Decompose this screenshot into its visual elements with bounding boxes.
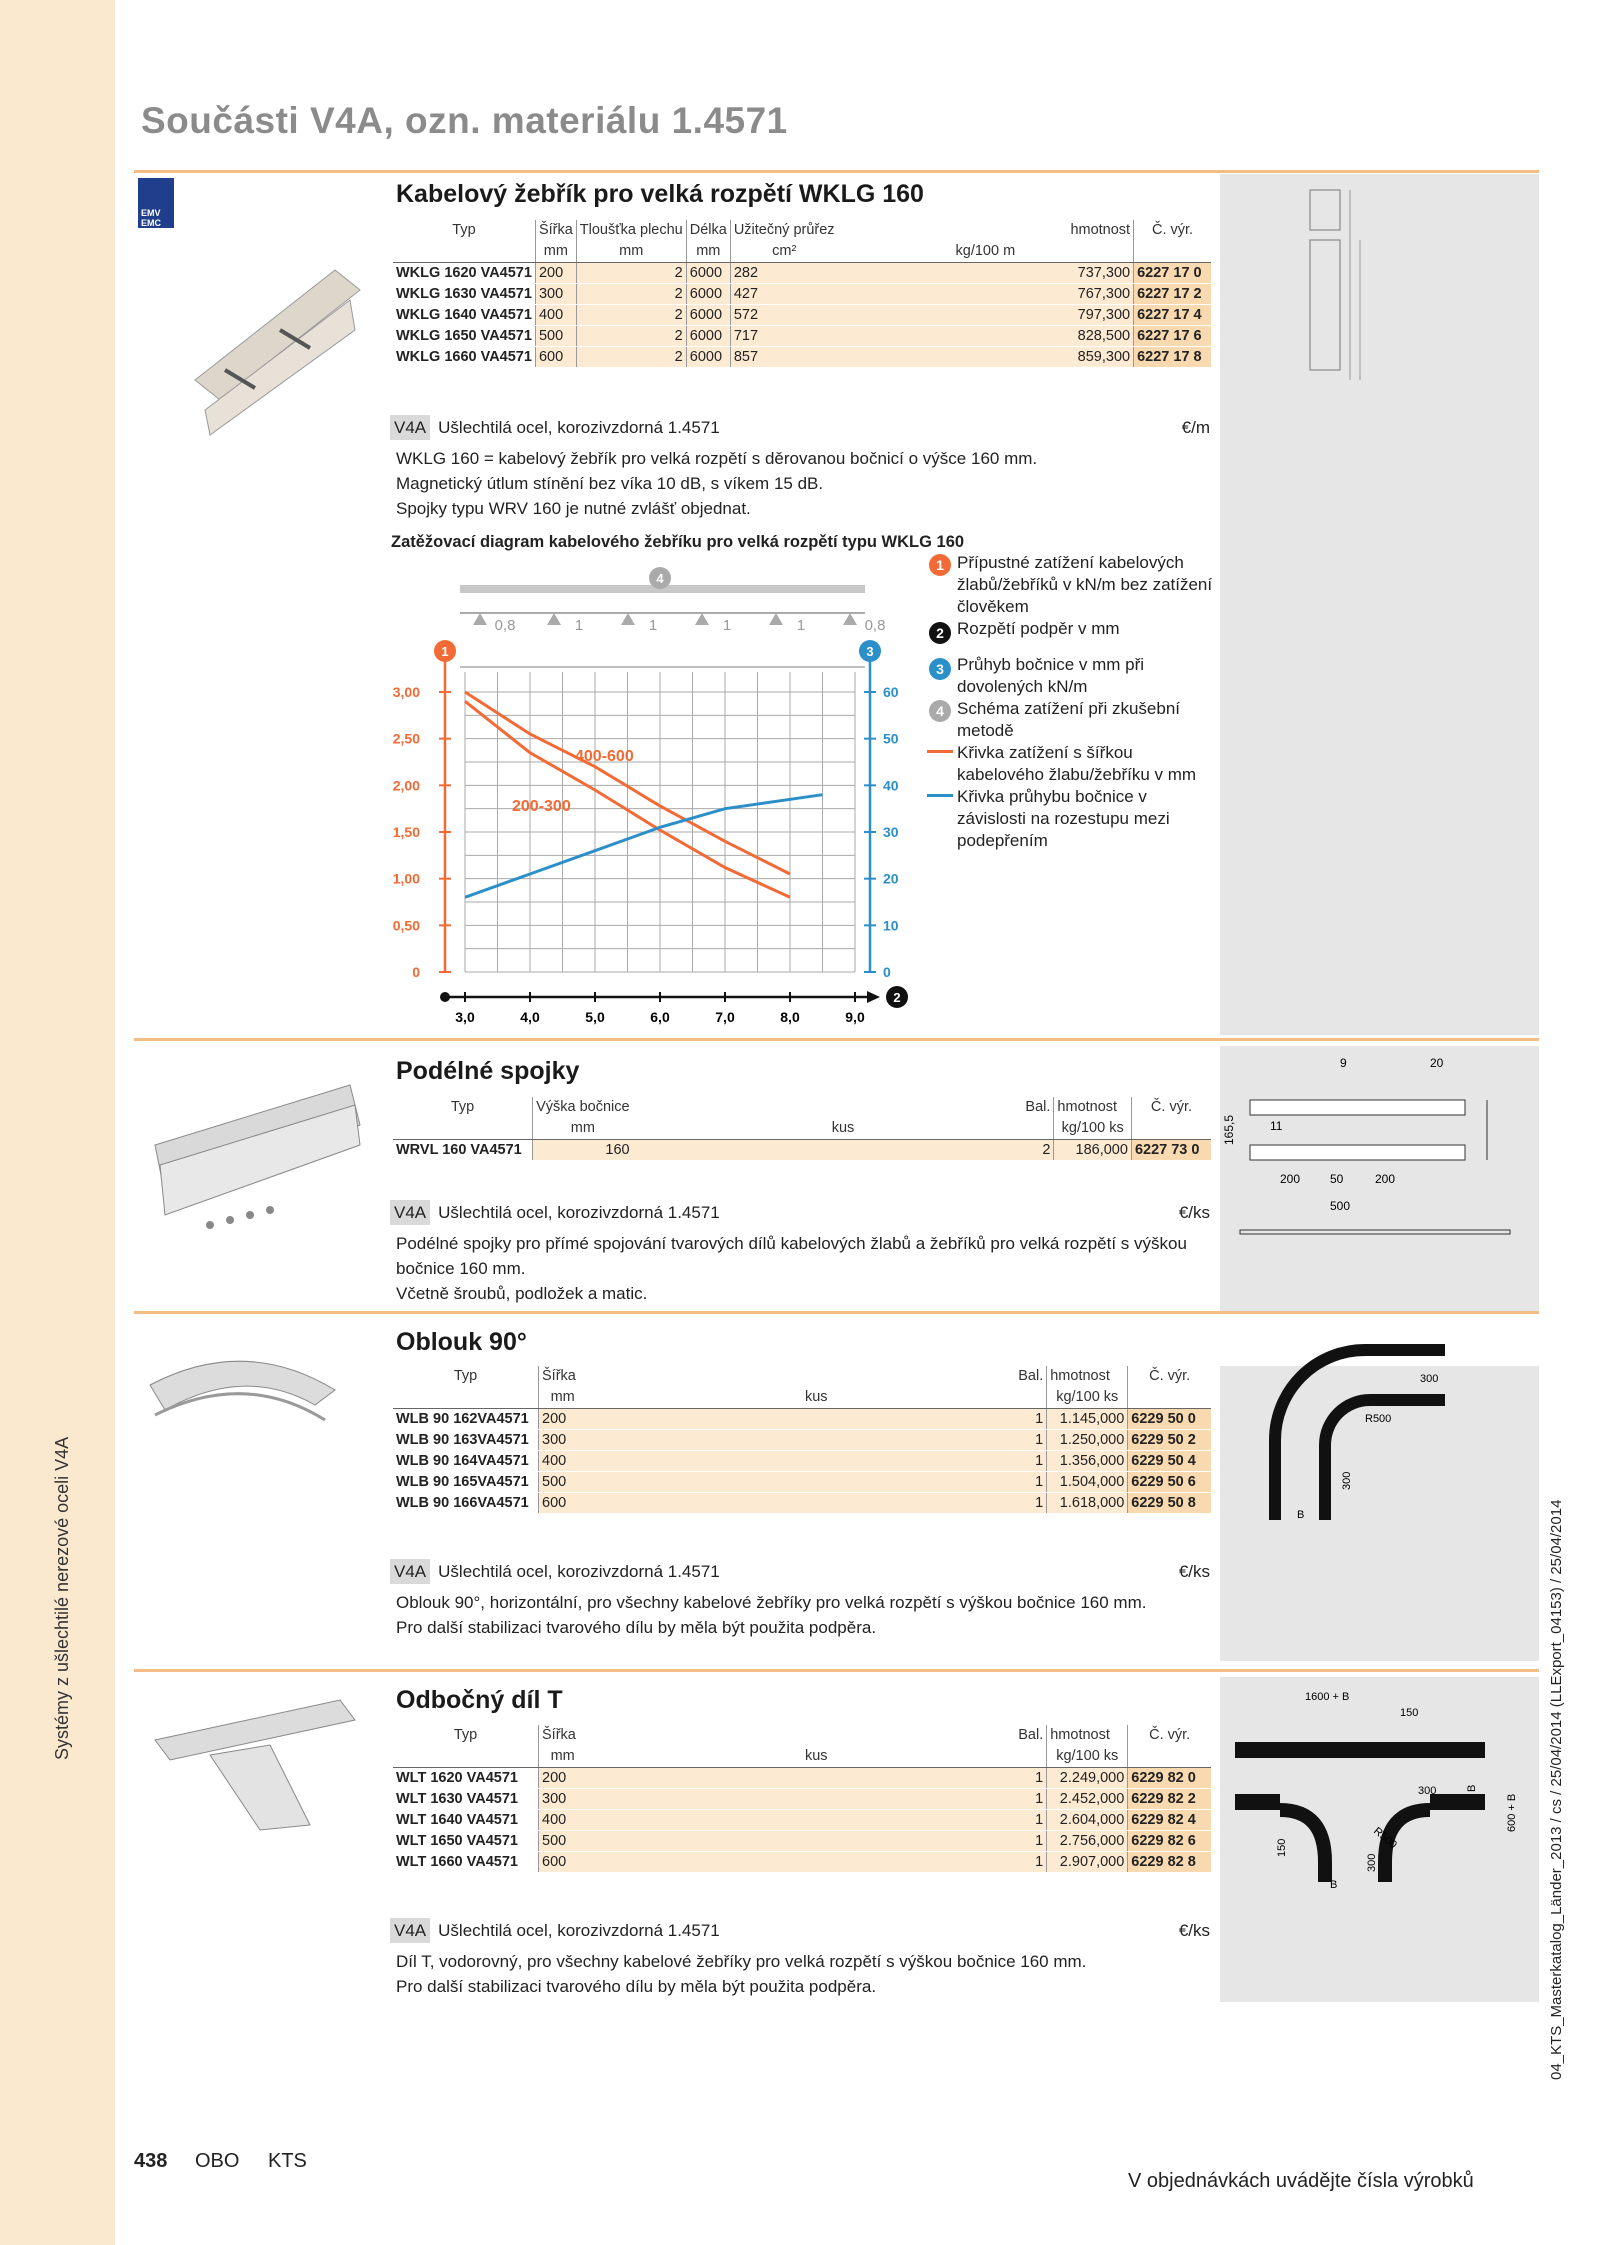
series-label: 400-600 — [575, 748, 634, 765]
legend-item: Křivka zatížení s šířkou kabelového žlabu/žebříku v mm — [927, 742, 1217, 786]
divider — [134, 1038, 1539, 1041]
table-row: WLB 90 164VA4571 400 1 1.356,000 6229 50 4 — [393, 1450, 1211, 1471]
load-label: 1 — [722, 617, 732, 634]
diagram-badge-label: 1 — [441, 644, 449, 659]
material-tag: V4A — [390, 415, 430, 440]
section-title-wklg: Kabelový žebřík pro velká rozpětí WKLG 160 — [396, 180, 924, 208]
material-line: V4A Ušlechtilá ocel, korozivzdorná 1.4571 €/ks — [390, 1559, 1210, 1584]
cable-ladder-photo — [185, 260, 365, 435]
svg-text:150: 150 — [1276, 1838, 1288, 1857]
footer-note: V objednávkách uvádějte čísla výrobků — [1128, 2170, 1474, 2192]
x-tick-label: 7,0 — [715, 1009, 735, 1025]
bend-photo — [145, 1345, 365, 1455]
x-tick-label: 6,0 — [650, 1009, 670, 1025]
table-row: WKLG 1660 VA4571 600 2 6000 857 859,300 6227 17 8 — [393, 346, 1211, 367]
description: WKLG 160 = kabelový žebřík pro velká rozpětí s děrovanou bočnicí o výšce 160 mm. Magnetický útlum stínění bez víka 10 dB, s víkem 15 dB. Spojky typu WRV 160 je nutné zvlášť objednat. — [396, 449, 1038, 518]
table-wlt: Typ Šířka Bal. hmotnost Č. výr. mm kus kg/100 ks WLT 1620 VA4571 200 1 2.249,000 6229 82 0 WLT 1630 VA4571 300 1 2.452,000 6229 82 2 WLT 1640 VA4571 400 1 2.604,000 6229 82 4 WLT 1650 VA4571 500 1 2.756,000 6229 82 6 WLT 1660 VA4571 600 1 2.907,000 6229 82 8 — [393, 1725, 1211, 1873]
divider — [134, 170, 1539, 173]
x-tick-label: 9,0 — [845, 1009, 865, 1025]
load-arrow — [473, 613, 487, 625]
y-left-tick-label: 3,00 — [392, 684, 420, 700]
x-tick-label: 4,0 — [520, 1009, 540, 1025]
svg-text:300: 300 — [1418, 1785, 1437, 1797]
sidebar-text: Systémy z ušlechtilé nerezové oceli V4A — [52, 1436, 72, 1760]
load-label: 1 — [574, 617, 584, 634]
y-right-tick-label: 60 — [883, 684, 899, 700]
y-left-tick-label: 1,50 — [392, 824, 420, 840]
tee-photo — [150, 1700, 360, 1830]
y-right-tick-label: 30 — [883, 824, 899, 840]
wklg-dimension-drawing — [1300, 180, 1390, 390]
table-row: WLB 90 162VA4571 200 1 1.145,000 6229 50 0 — [393, 1408, 1211, 1429]
table-row: WLB 90 165VA4571 500 1 1.504,000 6229 50 6 — [393, 1471, 1211, 1492]
x-tick-label: 5,0 — [585, 1009, 605, 1025]
table-row: WKLG 1620 VA4571 200 2 6000 282 737,300 6227 17 0 — [393, 262, 1211, 283]
side-code: 04_KTS_Masterkatalog_Länder_2013 / cs / 25/04/2014 (LLExport_04153) / 25/04/2014 — [1548, 1499, 1565, 2080]
description: Díl T, vodorovný, pro všechny kabelové žebříky pro velká rozpětí s výškou bočnice 160 mm. Pro další stabilizaci tvarového dílu by měla být použita podpěra. — [396, 1952, 1087, 1996]
diagram-badge-label: 2 — [893, 990, 901, 1005]
y-left-tick-label: 0,50 — [392, 917, 420, 934]
x-tick-label: 8,0 — [780, 1009, 800, 1025]
footer-brand: OBO — [195, 2150, 240, 2172]
table-row: WLB 90 166VA4571 600 1 1.618,000 6229 50 8 — [393, 1492, 1211, 1513]
svg-text:300: 300 — [1341, 1471, 1353, 1490]
table-wklg: Typ Šířka Tloušťka plechu Délka Užitečný průřez hmotnost Č. výr. mm mm mm cm² kg/100 m WKLG 1620 VA4571 200 2 6000 282 737,300 6227 17 0 WKLG 1630 VA4571 300 2 6000 427 767,300 6227 17 2 WKLG 1640 VA4571 400 2 6000 572 797,300 6227 17 4 WKLG 1650 VA4571 500 2 6000 717 828,500 6227 17 6 WKLG 1660 VA4571 600 2 6000 857 859,300 6227 17 8 — [393, 220, 1211, 368]
diagram-title: Zatěžovací diagram kabelového žebříku pro velká rozpětí typu WKLG 160 — [391, 533, 965, 551]
svg-text:1600 + B: 1600 + B — [1305, 1691, 1350, 1703]
table-row: WLT 1630 VA4571 300 1 2.452,000 6229 82 2 — [393, 1788, 1211, 1809]
section-title-wrvl: Podélné spojky — [396, 1057, 580, 1085]
y-left-tick-label: 0 — [412, 964, 420, 980]
load-label: 0,8 — [494, 617, 516, 634]
svg-text:300: 300 — [1366, 1853, 1378, 1872]
table-row: WRVL 160 VA4571 160 2 186,000 6227 73 0 — [393, 1139, 1211, 1160]
diagram-badge-label: 3 — [866, 644, 874, 659]
divider — [134, 1311, 1539, 1314]
load-label: 0,8 — [864, 617, 886, 634]
table-wrvl: Typ Výška bočnice Bal. hmotnost Č. výr. mm kus kg/100 ks WRVL 160 VA4571 160 2 186,000 6227 73 0 — [393, 1097, 1211, 1161]
diagram-legend — [927, 552, 1217, 852]
legend-item: 4 Schéma zatížení při zkušební metodě — [927, 698, 1217, 742]
page-title: Součásti V4A, ozn. materiálu 1.4571 — [141, 100, 788, 141]
tee-dimension-drawing — [1225, 1682, 1535, 1897]
table-row: WKLG 1640 VA4571 400 2 6000 572 797,300 6227 17 4 — [393, 304, 1211, 325]
load-arrow — [621, 613, 635, 625]
svg-text:200: 200 — [1375, 1172, 1396, 1186]
table-row: WLT 1650 VA4571 500 1 2.756,000 6229 82 6 — [393, 1830, 1211, 1851]
divider — [134, 1669, 1539, 1672]
page-number: 438 — [134, 2150, 168, 2172]
y-right-tick-label: 10 — [883, 917, 899, 934]
svg-text:B: B — [1297, 1509, 1305, 1521]
load-label: 1 — [648, 617, 658, 634]
svg-text:20: 20 — [1430, 1056, 1444, 1070]
sidebar — [0, 0, 115, 2245]
table-row: WLT 1660 VA4571 600 1 2.907,000 6229 82 8 — [393, 1851, 1211, 1872]
legend-item: Křivka průhybu bočnice v závislosti na rozestupu mezi podepřením — [927, 786, 1217, 852]
y-left-tick-label: 2,50 — [392, 730, 420, 747]
y-right-tick-label: 0 — [883, 964, 891, 980]
table-row: WKLG 1650 VA4571 500 2 6000 717 828,500 6227 17 6 — [393, 325, 1211, 346]
load-label: 1 — [796, 617, 806, 634]
svg-text:500: 500 — [1330, 1199, 1351, 1213]
section-title-wlb: Oblouk 90° — [396, 1328, 527, 1356]
svg-text:50: 50 — [1330, 1172, 1344, 1186]
connector-photo — [150, 1085, 380, 1245]
load-arrow — [547, 613, 561, 625]
bend-dimension-drawing — [1255, 1330, 1515, 1535]
material-line: V4A Ušlechtilá ocel, korozivzdorná 1.4571 €/ks — [390, 1918, 1210, 1943]
description: Podélné spojky pro přímé spojování tvarových dílů kabelových žlabů a žebříků pro velká rozpětí s výškou bočnice 160 mm. Včetně šroubů, podložek a matic. — [396, 1234, 1187, 1303]
svg-text:R500: R500 — [1371, 1825, 1399, 1852]
svg-text:11: 11 — [1270, 1119, 1283, 1133]
svg-text:200: 200 — [1280, 1172, 1301, 1186]
svg-text:9: 9 — [1340, 1056, 1347, 1070]
svg-text:165,5: 165,5 — [1222, 1114, 1236, 1145]
footer-section: KTS — [268, 2150, 307, 2172]
legend-item: 1 Přípustné zatížení kabelových žlabů/žebříků v kN/m bez zatížení člověkem — [927, 552, 1217, 618]
table-row: WLT 1640 VA4571 400 1 2.604,000 6229 82 4 — [393, 1809, 1211, 1830]
y-right-tick-label: 40 — [883, 777, 899, 794]
emc-icon: EMV EMC — [138, 178, 174, 228]
load-arrow — [695, 613, 709, 625]
table-row: WLB 90 163VA4571 300 1 1.250,000 6229 50 2 — [393, 1429, 1211, 1450]
y-left-tick-label: 2,00 — [392, 777, 420, 794]
x-axis-arrow — [867, 991, 880, 1003]
origin-dot — [440, 992, 450, 1002]
material-line: V4A Ušlechtilá ocel, korozivzdorná 1.4571 €/m — [390, 415, 1210, 440]
price-unit: €/m — [1181, 418, 1210, 437]
svg-text:B: B — [1330, 1879, 1338, 1891]
y-right-tick-label: 20 — [883, 870, 899, 887]
load-diagram — [380, 555, 920, 1040]
svg-text:150: 150 — [1400, 1707, 1419, 1719]
svg-text:600 + B: 600 + B — [1506, 1793, 1518, 1832]
svg-text:300: 300 — [1420, 1373, 1439, 1385]
table-row: WLT 1620 VA4571 200 1 2.249,000 6229 82 0 — [393, 1767, 1211, 1788]
svg-text:B: B — [1466, 1784, 1478, 1792]
load-arrow — [843, 613, 857, 625]
diagram-badge-label: 4 — [656, 571, 664, 586]
svg-text:R500: R500 — [1365, 1413, 1392, 1425]
wrvl-dimension-drawing — [1222, 1055, 1535, 1235]
legend-item: 2 Rozpětí podpěr v mm — [927, 618, 1217, 654]
material-line: V4A Ušlechtilá ocel, korozivzdorná 1.4571 €/ks — [390, 1200, 1210, 1225]
load-arrow — [769, 613, 783, 625]
x-tick-label: 3,0 — [455, 1009, 475, 1025]
table-row: WKLG 1630 VA4571 300 2 6000 427 767,300 6227 17 2 — [393, 283, 1211, 304]
section-title-wlt: Odbočný díl T — [396, 1686, 563, 1714]
y-left-tick-label: 1,00 — [392, 870, 420, 887]
legend-item: 3 Průhyb bočnice v mm při dovolených kN/m — [927, 654, 1217, 698]
table-wlb: Typ Šířka Bal. hmotnost Č. výr. mm kus kg/100 ks WLB 90 162VA4571 200 1 1.145,000 6229 50 0 WLB 90 163VA4571 300 1 1.250,000 6229 50 2 WLB 90 164VA4571 400 1 1.356,000 6229 50 4 WLB 90 165VA4571 500 1 1.504,000 6229 50 6 WLB 90 166VA4571 600 1 1.618,000 6229 50 8 — [393, 1366, 1211, 1514]
y-right-tick-label: 50 — [883, 730, 899, 747]
description: Oblouk 90°, horizontální, pro všechny kabelové žebříky pro velká rozpětí s výškou bočnice 160 mm. Pro další stabilizaci tvarového dílu by měla být použita podpěra. — [396, 1593, 1147, 1637]
series-label: 200-300 — [512, 798, 571, 815]
